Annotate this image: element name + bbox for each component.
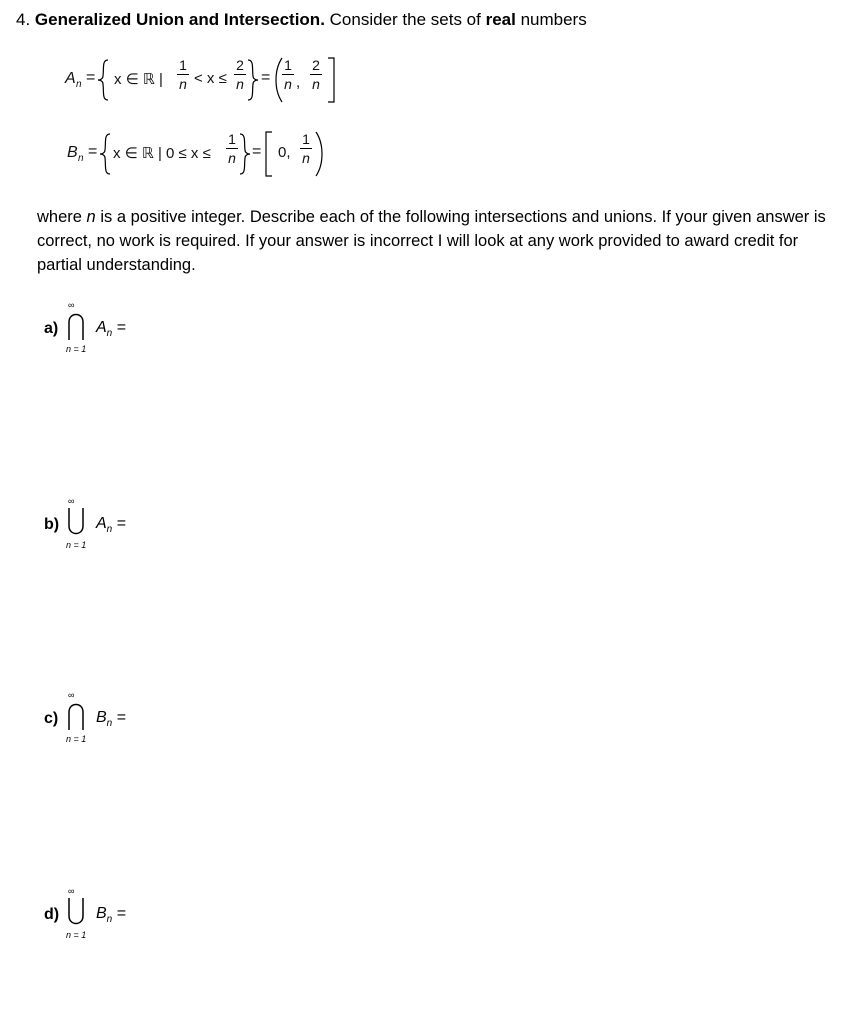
set-b-definition <box>60 126 360 186</box>
close-bracket-icon <box>326 56 336 104</box>
union-icon <box>66 896 86 928</box>
set-b-name: B <box>67 144 78 161</box>
problem-title: Generalized Union and Intersection. <box>34 10 325 29</box>
part-b <box>44 496 204 564</box>
set-a-lower-fraction <box>177 58 189 92</box>
left-brace-icon <box>96 58 112 102</box>
part-a-set <box>96 319 126 339</box>
part-c-upper-limit: ∞ <box>68 690 75 700</box>
part-b-set-name: A <box>96 515 107 532</box>
intersection-icon <box>66 310 86 342</box>
set-a-name: A <box>65 70 76 87</box>
part-a-label: a) <box>44 320 59 337</box>
set-b-equals-2: = <box>252 143 262 160</box>
set-a-lower-num: 1 <box>179 57 187 73</box>
instructions-post: is a positive integer. Describe each of the following intersections and unions. If your given answer is correct, no work is required. If your answer is incorrect I will look at any work provided to award credit for partial understanding. <box>37 208 826 274</box>
close-paren-icon <box>314 130 326 178</box>
part-c-set <box>96 709 126 729</box>
part-d <box>44 886 204 954</box>
union-icon <box>66 506 86 538</box>
part-b-upper-limit: ∞ <box>68 496 75 506</box>
part-c-label: c) <box>44 710 59 727</box>
set-b-upper-fraction <box>226 132 238 166</box>
interval-b-right-den: n <box>302 150 310 166</box>
part-b-lower-limit: n = 1 <box>66 540 87 550</box>
part-b-label: b) <box>44 516 60 533</box>
interval-a-comma: , <box>296 74 301 91</box>
problem-intro-pre: Consider the sets of <box>329 10 481 29</box>
set-a-relation: < x ≤ <box>194 70 227 87</box>
interval-b-left: 0, <box>278 144 291 161</box>
interval-b-right-num: 1 <box>302 131 310 147</box>
interval-a-left-num: 1 <box>284 57 292 73</box>
left-brace-icon <box>98 132 114 176</box>
set-a-upper-num: 2 <box>236 57 244 73</box>
part-a-equals: = <box>116 319 127 336</box>
problem-intro-post: numbers <box>520 10 587 29</box>
open-bracket-icon <box>264 130 274 178</box>
part-a <box>44 300 204 368</box>
part-b-set-sub: n <box>106 524 113 536</box>
part-d-set <box>96 905 126 925</box>
problem-number: 4. <box>16 10 31 29</box>
set-b-member: x ∈ ℝ | 0 ≤ x ≤ <box>113 145 211 162</box>
interval-a-left-fraction <box>282 58 294 92</box>
set-a-lower-den: n <box>179 76 187 92</box>
set-b-equals-1: = <box>88 143 98 160</box>
instructions-paragraph <box>37 205 827 277</box>
right-brace-icon <box>238 132 252 176</box>
set-a-upper-den: n <box>236 76 244 92</box>
part-d-set-name: B <box>96 905 107 922</box>
set-b-upper-num: 1 <box>228 131 236 147</box>
interval-b-right-fraction <box>300 132 312 166</box>
part-c-set-name: B <box>96 709 107 726</box>
instructions-pre: where <box>37 208 82 226</box>
part-d-lower-limit: n = 1 <box>66 930 87 940</box>
part-a-lower-limit: n = 1 <box>66 344 87 354</box>
problem-heading <box>16 10 587 30</box>
part-d-set-sub: n <box>106 914 113 926</box>
interval-a-right-fraction <box>310 58 322 92</box>
problem-intro-bold: real <box>485 10 516 29</box>
set-a-upper-fraction <box>234 58 246 92</box>
part-b-equals: = <box>116 515 127 532</box>
part-a-set-sub: n <box>106 328 113 340</box>
set-a-member: x ∈ ℝ | <box>114 71 163 88</box>
set-a-equals-1: = <box>86 69 96 86</box>
set-a-subscript: n <box>76 79 82 90</box>
part-b-set <box>96 515 126 535</box>
set-a-definition <box>60 52 360 112</box>
part-c-equals: = <box>116 709 127 726</box>
interval-a-right-num: 2 <box>312 57 320 73</box>
right-brace-icon <box>246 58 260 102</box>
part-a-set-name: A <box>96 319 107 336</box>
instructions-variable: n <box>86 208 96 226</box>
set-b-subscript: n <box>78 153 84 164</box>
interval-a-left-den: n <box>284 76 292 92</box>
part-c-lower-limit: n = 1 <box>66 734 87 744</box>
part-a-upper-limit: ∞ <box>68 300 75 310</box>
part-d-label: d) <box>44 906 60 923</box>
part-c <box>44 690 204 758</box>
part-d-equals: = <box>116 905 127 922</box>
interval-a-right-den: n <box>312 76 320 92</box>
set-b-upper-den: n <box>228 150 236 166</box>
set-a-equals-2: = <box>261 69 271 86</box>
part-c-set-sub: n <box>106 718 113 730</box>
intersection-icon <box>66 700 86 732</box>
part-d-upper-limit: ∞ <box>68 886 75 896</box>
